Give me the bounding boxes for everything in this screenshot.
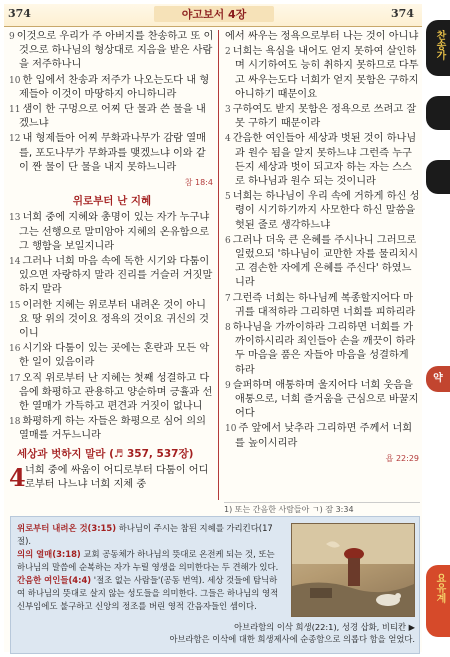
thumb-tab-hymnal[interactable]: 찬송가 — [426, 20, 450, 76]
verse: 16 시기와 다툼이 있는 곳에는 혼란과 모든 악한 일이 있음이라 — [9, 343, 210, 369]
verse: 13 너희 중에 지혜와 총명이 있는 자가 누구냐 그는 선행으로 말미암아 지혜의 온유함으로 그 행함을 보일지니라 — [9, 212, 210, 252]
thumb-tab[interactable] — [426, 160, 450, 194]
thumb-tab[interactable] — [426, 96, 450, 130]
verse: 9 이것으로 우리가 주 아버지를 찬송하고 또 이것으로 하나님의 형상대로 지음을 받은 사람을 저주하나니 — [9, 31, 214, 71]
page-header — [4, 4, 422, 27]
verse: 7 그런즉 너희는 하나님께 복종할지어다 마귀를 대적하라 그리하면 너희를 피하리라 — [225, 292, 416, 318]
study-notes-box — [10, 516, 420, 654]
footnote: 1) 또는 간음한 사람들아 ㄱ) 잠 3:34 — [224, 502, 420, 515]
verse: 14 그러나 너희 마음 속에 독한 시기와 다툼이 있으면 자랑하지 말라 진리를 거슬러 거짓말하지 말라 — [9, 256, 213, 296]
chapter-number: 4 — [9, 462, 26, 492]
verse: 6 그러나 더욱 큰 은혜를 주시나니 그러므로 일렀으되 '하나님이 교만한 자를 물리치시고 겸손한 자에게 은혜를 주신다' 하였느니라 — [225, 234, 419, 289]
thumb-tab-epistles[interactable]: 요유계 — [426, 565, 450, 637]
section-heading: 위로부터 난 지혜 — [72, 195, 152, 208]
verse: 9 슬퍼하며 애통하며 울지어다 너희 웃음을 애통으로, 너희 즐거움을 근심으로 바꿀지어다 — [225, 379, 419, 420]
cross-reference: 욥 22:29 — [385, 453, 419, 463]
left-column — [9, 30, 215, 492]
column-divider — [218, 30, 219, 500]
page-number-right: 374 — [391, 7, 414, 20]
verse: 3 구하여도 받지 못함은 정욕으로 쓰려고 잘못 구하기 때문이라 — [225, 104, 417, 130]
right-column — [225, 30, 421, 468]
chapter-start — [9, 464, 215, 492]
verse: 12 내 형제들아 어찌 무화과나무가 감람 열매를, 포도나무가 무화과를 맺겠느냐 이와 같이 짠 물이 단 물을 내지 못하느니라 — [9, 133, 206, 173]
note-item: 위로부터 내려온 것(3:15) 하나님이 주시는 참된 지혜를 가리킨다(17절). — [17, 523, 273, 546]
cross-reference: 참 18:4 — [184, 178, 213, 188]
verse: 4 간음한 여인들아 세상과 벗된 것이 하나님과 원수 됨을 알지 못하느냐 그런즉 누구든지 세상과 벗이 되고자 하는 자는 스스로 하나님과 원수 되는 것이니라 — [225, 133, 417, 188]
verse: 10 한 입에서 찬송과 저주가 나오는도다 내 형제들아 이것이 마땅하지 아니하니라 — [9, 74, 210, 100]
verse: 5 너희는 하나님이 우리 속에 거하게 하신 성령이 시기하기까지 사모한다 하신 말씀을 헛된 줄로 생각하느냐 — [225, 191, 420, 231]
verse-continuation: 에서 싸우는 정욕으로부터 나는 것이 아니냐 — [225, 31, 419, 42]
study-notes — [17, 522, 285, 613]
note-item: 의의 열매(3:18) 교회 공동체가 하나님의 뜻대로 온전케 되는 것, 또는 하나님의 말씀에 순복하는 자가 누릴 영생을 의미한다는 두 견해가 있다. — [17, 549, 279, 572]
caption-text: 아브라함은 이삭에 대한 희생제사에 순종함으로 의롭다 함을 얻었다. — [169, 634, 415, 644]
section-heading: 세상과 벗하지 말라 (♬ 357, 537장) — [17, 447, 194, 460]
verse: 18 화평하게 하는 자들은 화평으로 심어 의의 열매를 거두느니라 — [9, 416, 206, 442]
note-item: 간음한 여인들(4:4) '절조 없는 사람들'(공동 번역). 세상 것들에 탐닉하여 하나님의 뜻대로 살지 않는 성도들을 의미한다. 그들은 하나님의 영적 신부임에도 불구하고 신앙의 정조를 버린 영적 간음자들인 셈이다. — [17, 575, 279, 611]
illustration-drawing — [292, 524, 414, 616]
thumb-tab-james[interactable]: 약 — [426, 366, 450, 392]
verse: 10 주 앞에서 낮추라 그리하면 주께서 너희를 높이시리라 — [225, 423, 413, 449]
verse: 2 너희는 욕심을 내어도 얻지 못하여 살인하며 시기하여도 능히 취하지 못하므로 다투고 싸우는도다 너희가 얻지 못함은 구하지 아니하기 때문이요 — [225, 46, 419, 100]
verse: 17 오직 위로부터 난 지혜는 첫째 성결하고 다음에 화평하고 관용하고 양순하며 긍휼과 선한 열매가 가득하고 편견과 거짓이 없나니 — [9, 372, 213, 413]
bible-page — [4, 4, 422, 652]
caption-title: 아브라함의 이삭 희생(22:1), 성경 삽화, 비티칸 ▶ — [234, 622, 415, 632]
illustration-caption — [111, 621, 415, 645]
illustration-image — [291, 523, 415, 617]
verse: 11 샘이 한 구멍으로 어찌 단 물과 쓴 물을 내겠느냐 — [9, 104, 206, 130]
verse: 15 이러한 지혜는 위로부터 내려온 것이 아니요 땅 위의 것이요 정욕의 것이요 귀신의 것이니 — [9, 299, 209, 340]
verse: 8 하나님을 가까이하라 그리하면 너희를 가까이하시리라 죄인들아 손을 깨끗이 하라 두 마음을 품은 자들아 마음을 성결하게 하라 — [225, 322, 416, 376]
page-number-left: 374 — [8, 7, 31, 20]
chapter-title: 야고보서 4장 — [154, 6, 274, 22]
verse: 너희 중에 싸움이 어디로부터 다툼이 어디로부터 나느냐 너희 지체 중 — [25, 464, 209, 491]
